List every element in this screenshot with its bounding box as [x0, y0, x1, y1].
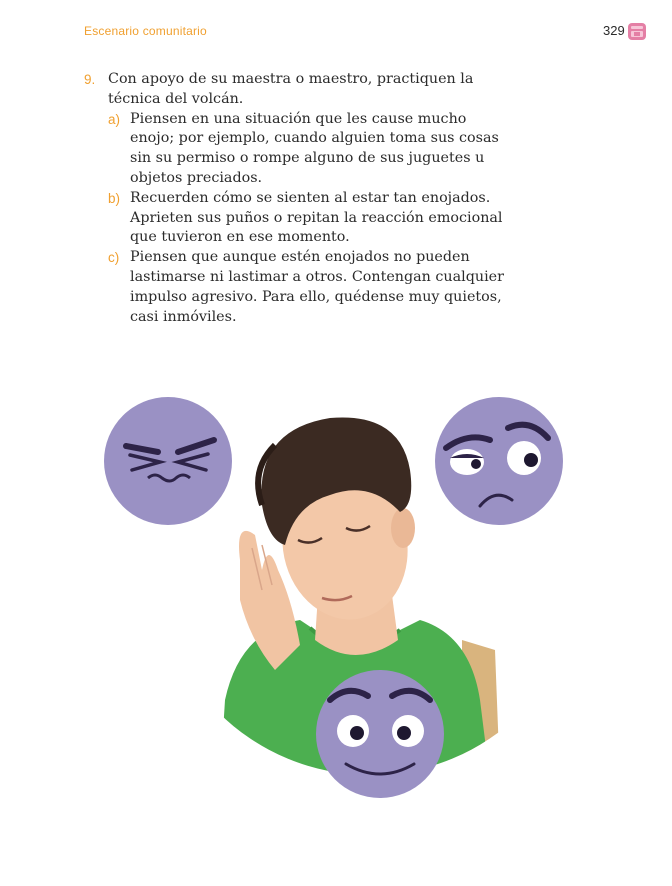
angry-face-icon [104, 397, 232, 525]
calm-smiling-face-icon [316, 670, 444, 798]
activity-intro: Con apoyo de su maestra o maestro, practiquen la técnica del volcán. [108, 71, 474, 107]
suspicious-face-icon [435, 397, 563, 525]
activity-number: 9. [84, 72, 96, 87]
page-number: 329 [603, 23, 625, 38]
step-text: Piensen que aunque estén enojados no pueden lastimarse ni lastimar a otros. Contengan cualquier impulso agresivo. Para ello, quédense muy quietos, casi inmóviles. [130, 249, 504, 325]
step-letter: b) [108, 190, 121, 206]
step-text: Piensen en una situación que les cause mucho enojo; por ejemplo, cuando alguien toma sus cosas sin su permiso o rompe alguno de sus juguetes u objetos preciados. [130, 110, 499, 186]
step-letter: c) [108, 250, 120, 266]
section-title: Escenario comunitario [84, 24, 207, 38]
step-letter: a) [108, 111, 121, 127]
step-text: Recuerden cómo se sienten al estar tan enojados. Aprieten sus puños o repitan la reacción emocional que tuvieron en ese momento. [130, 189, 503, 246]
